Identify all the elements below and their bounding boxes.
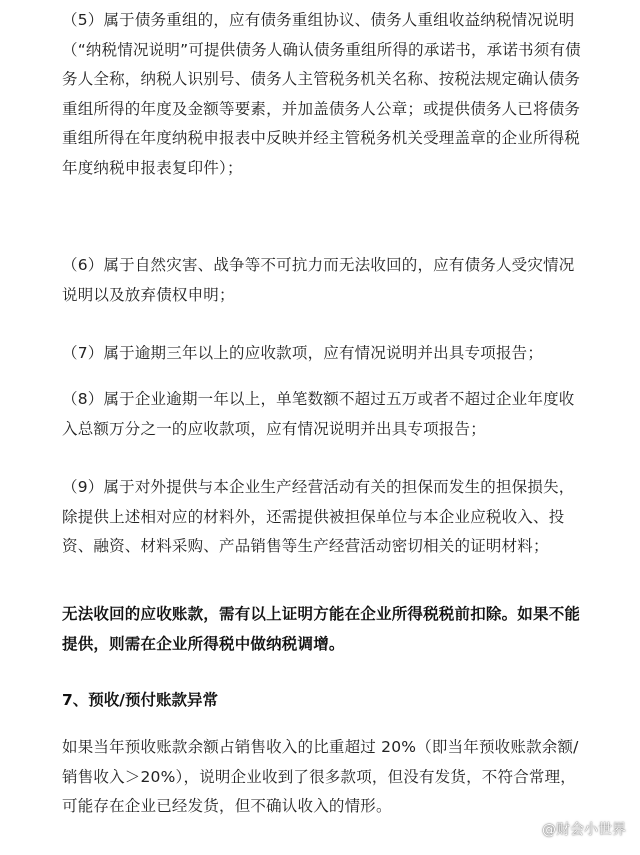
paragraph-force-majeure: （6）属于自然灾害、战争等不可抗力而无法收回的，应有债务人受灾情况说明以及放弃债权申明； xyxy=(62,256,575,304)
paragraph-overdue-one-year: （8）属于企业逾期一年以上，单笔数额不超过五万或者不超过企业年度收入总额万分之一的应收款项，应有情况说明并出具专项报告； xyxy=(62,390,575,438)
paragraph-debt-restructuring: （5）属于债务重组的，应有债务重组协议、债务人重组收益纳税情况说明（“纳税情况说明”可提供债务人确认债务重组所得的承诺书，承诺书须有债务人全称，纳税人识别号、债务人主管税务机关名称、按税法规定确认债务重组所得的年度及金额等要素，并加盖债务人公章；或提供债务人已将债务重组所得在年度纳税申报表中反映并经主管税务机关受理盖章的企业所得税年度纳税申报表复印件）； xyxy=(62,11,581,177)
paragraph-guarantee-loss: （9）属于对外提供与本企业生产经营活动有关的担保而发生的担保损失，除提供上述相对应的材料外，还需提供被担保单位与本企业应税收入、投资、融资、材料采购、产品销售等生产经营活动密切相关的证明材料； xyxy=(62,478,575,555)
section-heading: 7、预收/预付账款异常 xyxy=(62,691,218,709)
camera-icon xyxy=(521,821,537,837)
paragraph-overdue-three-years: （7）属于逾期三年以上的应收款项，应有情况说明并出具专项报告； xyxy=(62,344,544,362)
emphasis-paragraph: 无法收回的应收账款，需有以上证明方能在企业所得税税前扣除。如果不能提供，则需在企业所得税中做纳税调增。 xyxy=(62,605,581,653)
watermark xyxy=(521,819,626,839)
watermark-text: @财会小世界 xyxy=(542,822,626,838)
section-body: 如果当年预收账款余额占销售收入的比重超过 20%（即当年预收账款余额/销售收入＞20%），说明企业收到了很多款项，但没有发货，不符合常理，可能存在企业已经发货，但不确认收入的情形。 xyxy=(62,738,579,815)
